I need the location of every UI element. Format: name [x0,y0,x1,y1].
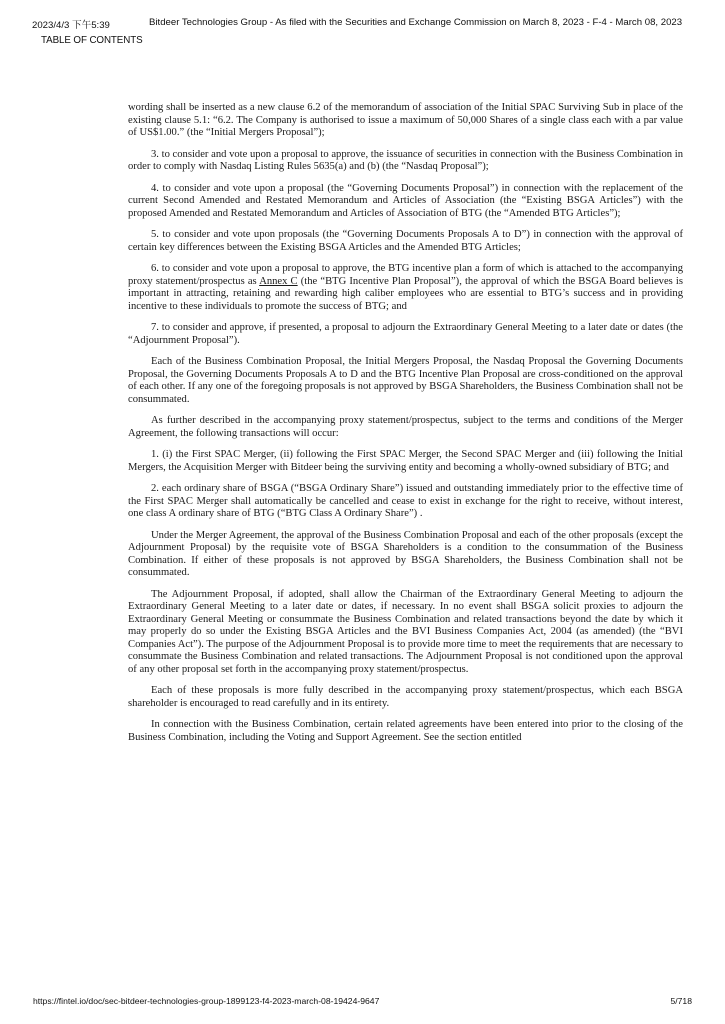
paragraph-transactions-intro: As further described in the accompanying proxy statement/prospectus, subject to the terms and conditions of the Merger Agreement, the following transactions will occur: [128,415,683,439]
paragraph-item-4: 4. to consider and vote upon a proposal (the “Governing Documents Proposal”) in connection with the replacement of the current Second Amended and Restated Memorandum and Articles of Association (the “Existing BSGA Articles”) with the proposed Amended and Restated Memorandum and Articles of Association of BTG (the “Amended BTG Articles”); [128,182,683,219]
page-number: 5/718 [670,996,692,1006]
paragraph-item-7: 7. to consider and approve, if presented, a proposal to adjourn the Extraordinary General Meeting to a later date or dates (the “Adjournment Proposal”). [128,322,683,346]
document-body [128,102,683,753]
paragraph-adjournment: The Adjournment Proposal, if adopted, shall allow the Chairman of the Extraordinary General Meeting to adjourn the Extraordinary General Meeting to a later date or dates, if necessary. In no event shall BSGA solicit proxies to adjourn the Extraordinary General Meeting or consummate the Business Combination and related transactions beyond the date by which it may properly do so under the Existing BSGA Articles and the BVI Business Companies Act, 2004 (as amended) (the “BVI Companies Act”). The purpose of the Adjournment Proposal is to provide more time to meet the requirements that are necessary to consummate the Business Combination and related transactions. The Adjournment Proposal is not conditioned upon the approval of any other proposal set forth in the accompanying proxy statement/prospectus. [128,588,683,675]
paragraph-transaction-1: 1. (i) the First SPAC Merger, (ii) following the First SPAC Merger, the Second SPAC Merger and (iii) following the Initial Mergers, the Acquisition Merger with Bitdeer being the surviving entity and becoming a wholly-owned subsidiary of BTG; and [128,449,683,473]
paragraph-cross-conditioned: Each of the Business Combination Proposal, the Initial Mergers Proposal, the Nasdaq Proposal the Governing Documents Proposal, the Governing Documents Proposals A to D and the BTG Incentive Plan Proposal are cross-conditioned on the approval of each other. If any one of the foregoing proposals is not approved by BSGA Shareholders, the Business Combination shall not be consummated. [128,356,683,405]
paragraph-item-3: 3. to consider and vote upon a proposal to approve, the issuance of securities in connection with the Business Combination in order to comply with Nasdaq Listing Rules 5635(a) and (b) (the “Nasdaq Proposal”); [128,148,683,172]
document-title: Bitdeer Technologies Group - As filed with the Securities and Exchange Commission on March 8, 2023 - F-4 - March 08, 2023 [149,17,683,28]
print-datetime: 2023/4/3 下午5:39 [32,20,110,31]
paragraph-item-5: 5. to consider and vote upon proposals (the “Governing Documents Proposals A to D”) in connection with the approval of certain key differences between the Existing BSGA Articles and the Amended BTG Articles; [128,229,683,253]
annex-c-link[interactable]: Annex C [259,275,298,287]
paragraph-item-6 [128,263,683,313]
paragraph-item-6-text-before: 6. to consider and vote upon a proposal to approve, the BTG incentive plan a form of which is attached to the accompanying proxy statement/prospectus as [128,263,683,287]
paragraph-clause-continuation: wording shall be inserted as a new clause 6.2 of the memorandum of association of the Initial SPAC Surviving Sub in place of the existing clause 5.1: “6.2. The Company is authorised to issue a maximum of 50,000 Shares of a single class each with a par value of US$1.00.” (the “Initial Mergers Proposal”); [128,102,683,138]
paragraph-related-agreements: In connection with the Business Combination, certain related agreements have been entered into prior to the closing of the Business Combination, including the Voting and Support Agreement. See the section entitled [128,719,683,743]
page-url: https://fintel.io/doc/sec-bitdeer-technologies-group-1899123-f4-2023-march-08-19424-9647 [33,996,380,1006]
paragraph-proposals-described: Each of these proposals is more fully described in the accompanying proxy statement/prospectus, which each BSGA shareholder is encouraged to read carefully and in its entirety. [128,685,683,709]
table-of-contents-link[interactable]: TABLE OF CONTENTS [41,35,143,46]
paragraph-transaction-2: 2. each ordinary share of BSGA (“BSGA Ordinary Share”) issued and outstanding immediately prior to the effective time of the First SPAC Merger shall automatically be cancelled and cease to exist in exchange for the right to receive, without interest, one class A ordinary share of BTG (“BTG Class A Ordinary Share”) . [128,483,683,519]
paragraph-merger-agreement: Under the Merger Agreement, the approval of the Business Combination Proposal and each of the other proposals (except the Adjournment Proposal) by the requisite vote of BSGA Shareholders is a condition to the consummation of the Business Combination. If either of these proposals is not approved by BSGA Shareholders, the Business Combination shall not be consummated. [128,529,683,578]
paragraph-item-6-text-after: (the “BTG Incentive Plan Proposal”), the approval of which the BSGA Board believes is important in attracting, retaining and rewarding high caliber employees who are essential to BTG’s success and in providing incentive to these individuals to promote the success of BTG; and [128,275,683,312]
